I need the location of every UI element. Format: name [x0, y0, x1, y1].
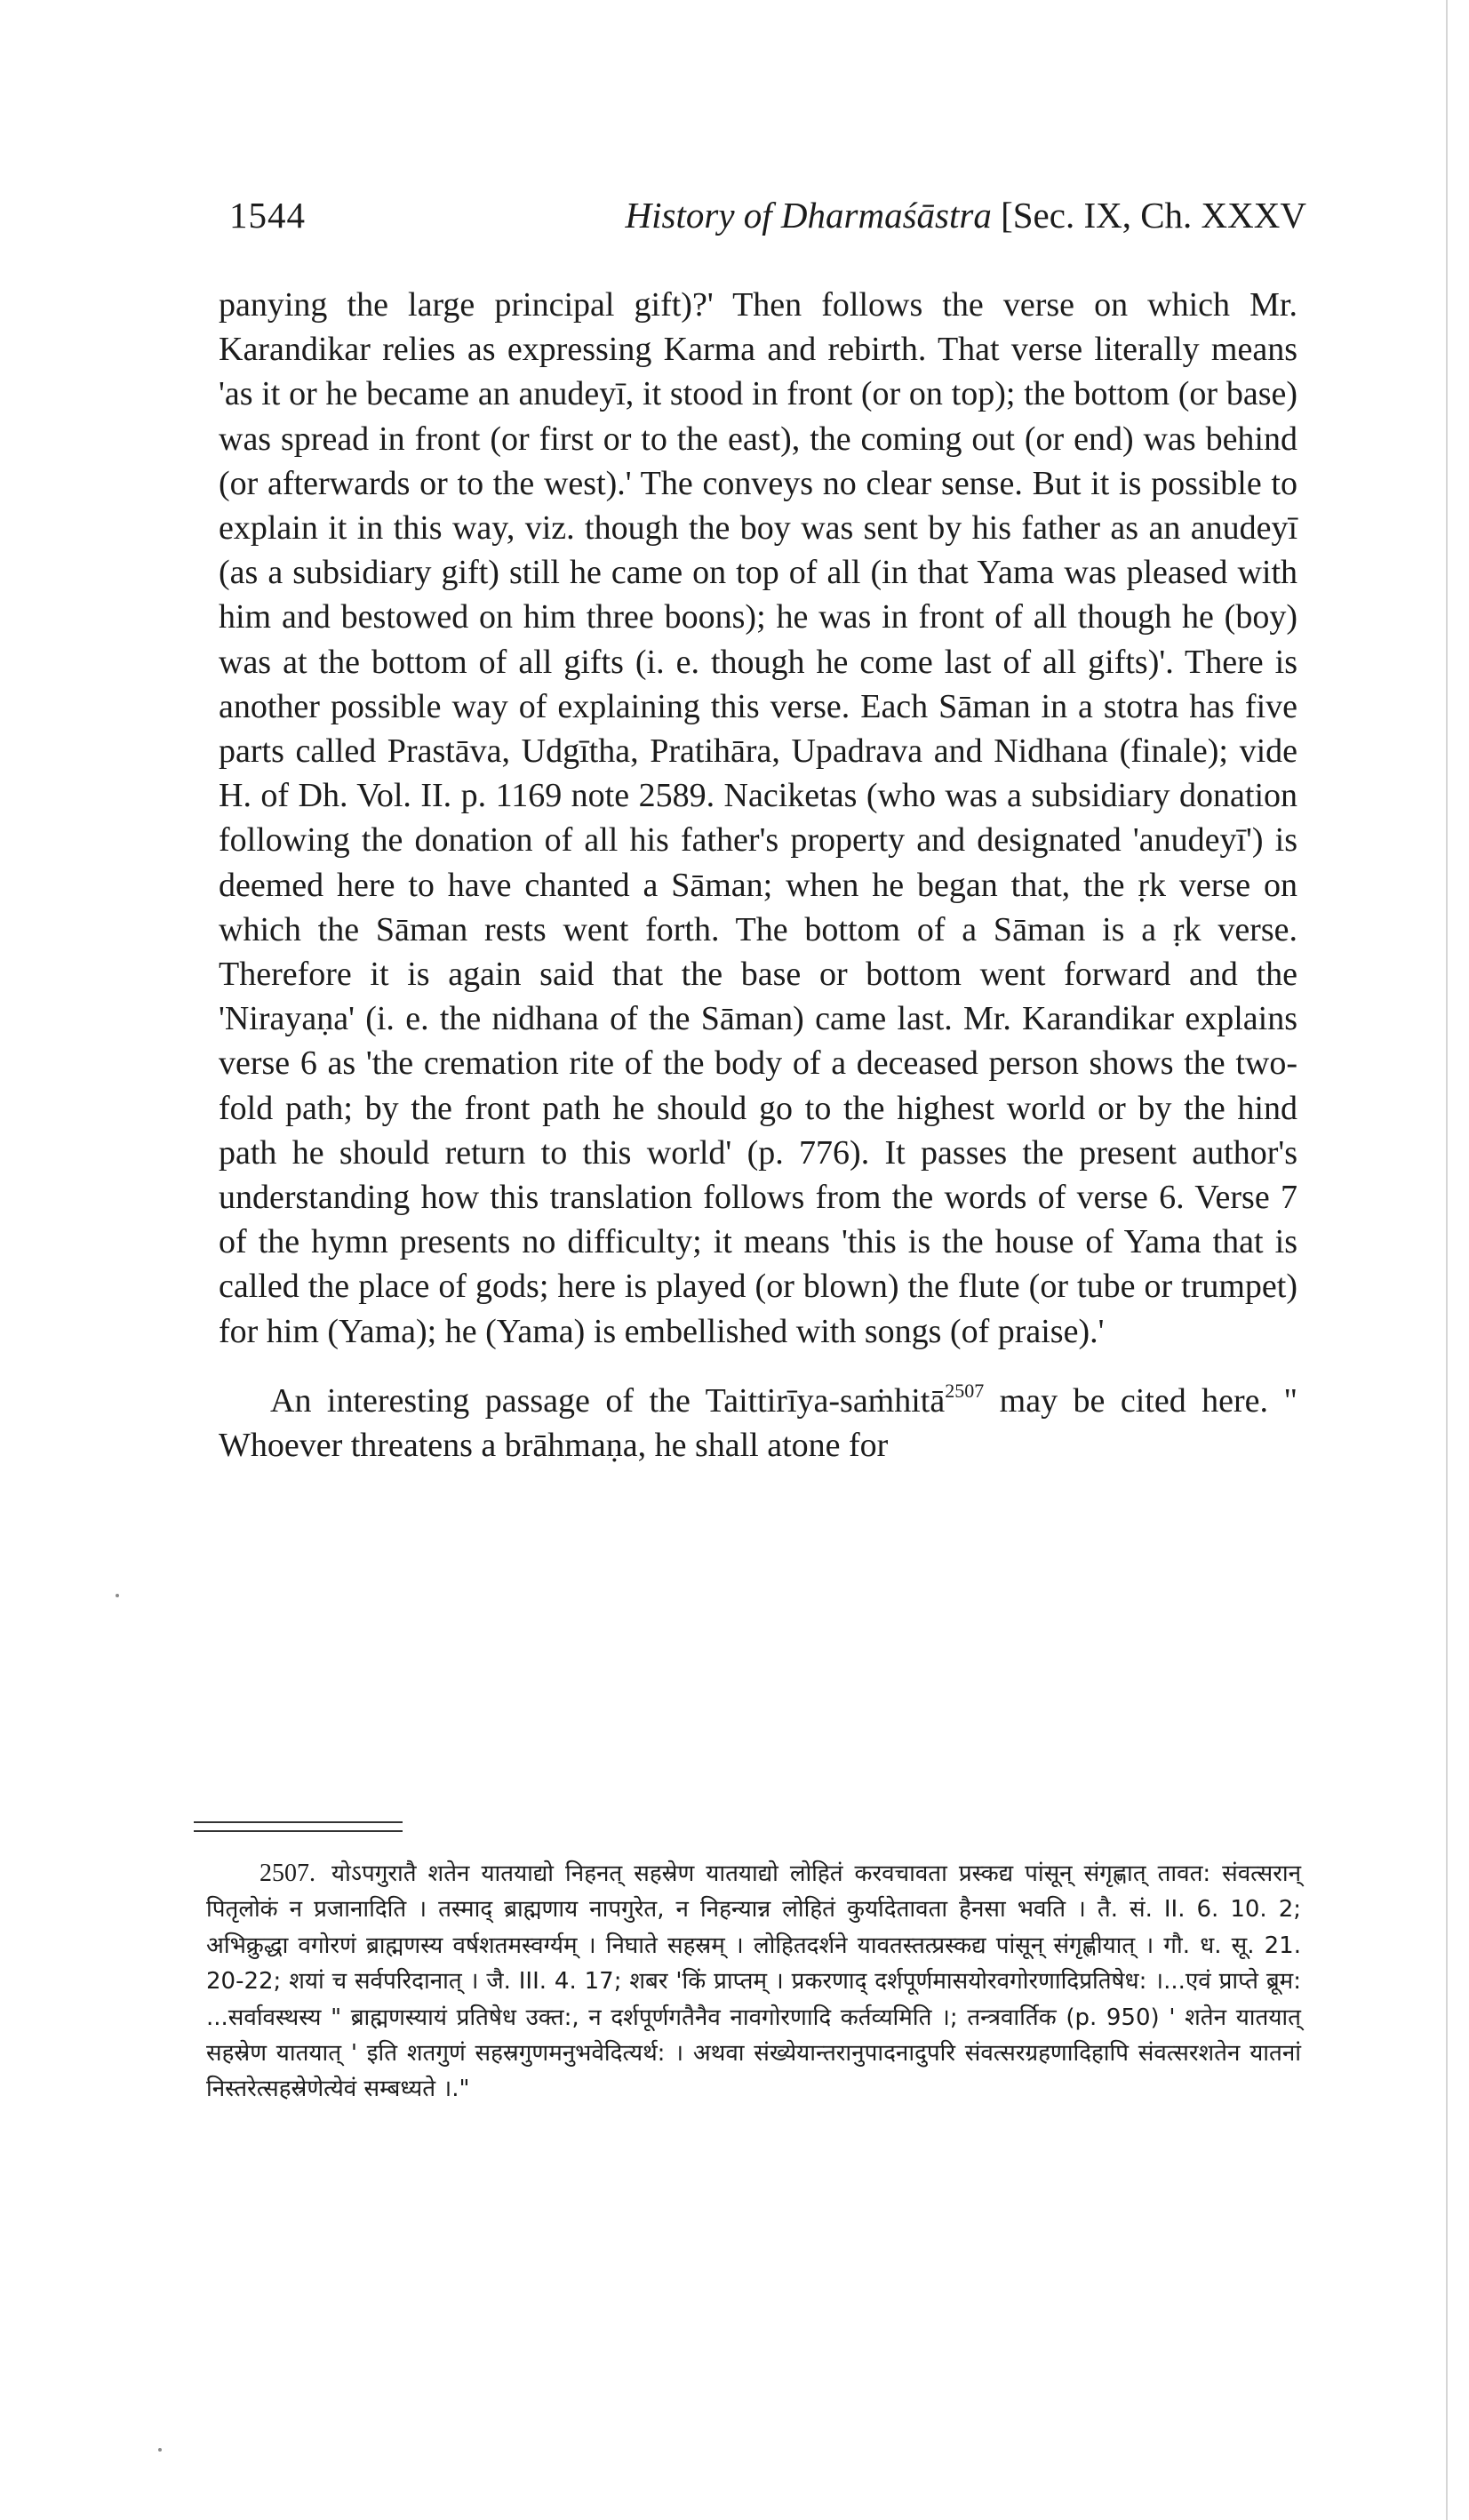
footnote-divider-bottom	[194, 1830, 403, 1832]
book-title: History of Dharmaśāstra	[625, 195, 992, 236]
paragraph-2-end: may be cited here. " Whoever threatens a brāhmaṇa, he shall atone for	[219, 1381, 1297, 1465]
scan-speck	[158, 2448, 162, 2452]
footnote-divider-top	[194, 1821, 403, 1823]
paragraph-1: panying the large principal gift)?' Then follows the verse on which Mr. Karandikar relies as expressing Karma and rebirth. That verse literally means 'as it or he became an anudeyī, it stood in front (or on top); the bottom (or base) was spread in front (or first or to the east), the coming out (or end) was behind (or afterwards or to the west).' The conveys no clear sense. But it is possible to explain it in this way, viz. though the boy was sent by his father as an anudeyī (as a subsidiary gift) still he came on top of all (in that Yama was pleased with him and bestowed on him three boons); he was in front of all though he (boy) was at the bottom of all gifts (i. e. though he come last of all gifts)'. There is another possible way of explaining this verse. Each Sāman in a stotra has five parts called Prastāva, Udgītha, Pratihāra, Upadrava and Nidhana (finale); vide H. of Dh. Vol. II. p. 1169 note 2589. Naciketas (who was a subsidiary donation following the donation of all his father's property and designated 'anudeyī') is deemed here to have chanted a Sāman; when he began that, the ṛk verse on which the Sāman rests went forth. The bottom of a Sāman is a ṛk verse. Therefore it is again said that the base or bottom went forward and the 'Nirayaṇa' (i. e. the nidhana of the Sāman) came last. Mr. Karandikar explains verse 6 as 'the cremation rite of the body of a deceased person shows the two-fold path; by the front path he should go to the highest world or by the hind path he should return to this world' (p. 776). It passes the present author's understanding how this translation follows from the words of verse 6. Verse 7 of the hymn presents no difficulty; it means 'this is the house of Yama that is called the place of gods; here is played (or blown) the flute (or tube or trumpet) for him (Yama); he (Yama) is embellished with songs (of praise).'	[219, 286, 1297, 1350]
footnote-number: 2507.	[259, 1860, 315, 1887]
page-number: 1544	[229, 195, 306, 236]
page-header	[212, 194, 1306, 247]
footnote-reference: 2507	[945, 1379, 985, 1402]
section-reference: [Sec. IX, Ch. XXXV	[1001, 195, 1306, 236]
scan-speck	[116, 1594, 119, 1597]
footnote	[206, 1856, 1301, 2108]
paragraph-2-start: An interesting passage of the Taittirīya-saṁhitā	[270, 1381, 946, 1420]
main-text	[219, 283, 1297, 1468]
paragraph-2	[219, 1379, 1297, 1468]
scan-edge-line	[1446, 0, 1448, 2520]
running-title	[626, 194, 1306, 236]
footnote-text: योऽपगुरातै शतेन यातयाद्यो निहनत् सहस्रेण यातयाद्यो लोहितं करवचावता प्रस्कद्य पांसून् संगृह्णात् तावत: संवत्सरान् पितृलोकं न प्रजानादिति । तस्माद् ब्राह्मणाय नापगुरेत, न निहन्यान्न लोहितं कुर्यादेतावता हैनसा भवति । तै. सं. II. 6. 10. 2; अभिक्रुद्धा वगोरणं ब्राह्मणस्य वर्षशतमस्वर्ग्यम् । निघाते सहस्रम् । लोहितदर्शने यावतस्तत्प्रस्कद्य पांसून् संगृह्णीयात् । गौ. ध. सू. 21. 20-22; शयां च सर्वपरिदानात् । जै. III. 4. 17; शबर 'किं प्राप्तम् । प्रकरणाद् दर्शपूर्णमासयोरवगोरणादिप्रतिषेध: ।...एवं प्राप्ते ब्रूम: ...सर्वावस्थस्य " ब्राह्मणस्यायं प्रतिषेध उक्त:, न दर्शपूर्णगतैनैव नावगोरणादि कर्तव्यमिति ।; तन्त्रवार्तिक (p. 950) ' शतेन यातयात् सहस्रेण यातयात् ' इति शतगुणं सहस्रगुणमनुभवेदित्यर्थ: । अथवा संख्येयान्तरानुपादनादुपरि संवत्सरग्रहणादिहापि संवत्सरशतेन यातनां निस्तरेत्सहस्रेणेत्येवं सम्बध्यते ।."	[206, 1860, 1301, 2103]
